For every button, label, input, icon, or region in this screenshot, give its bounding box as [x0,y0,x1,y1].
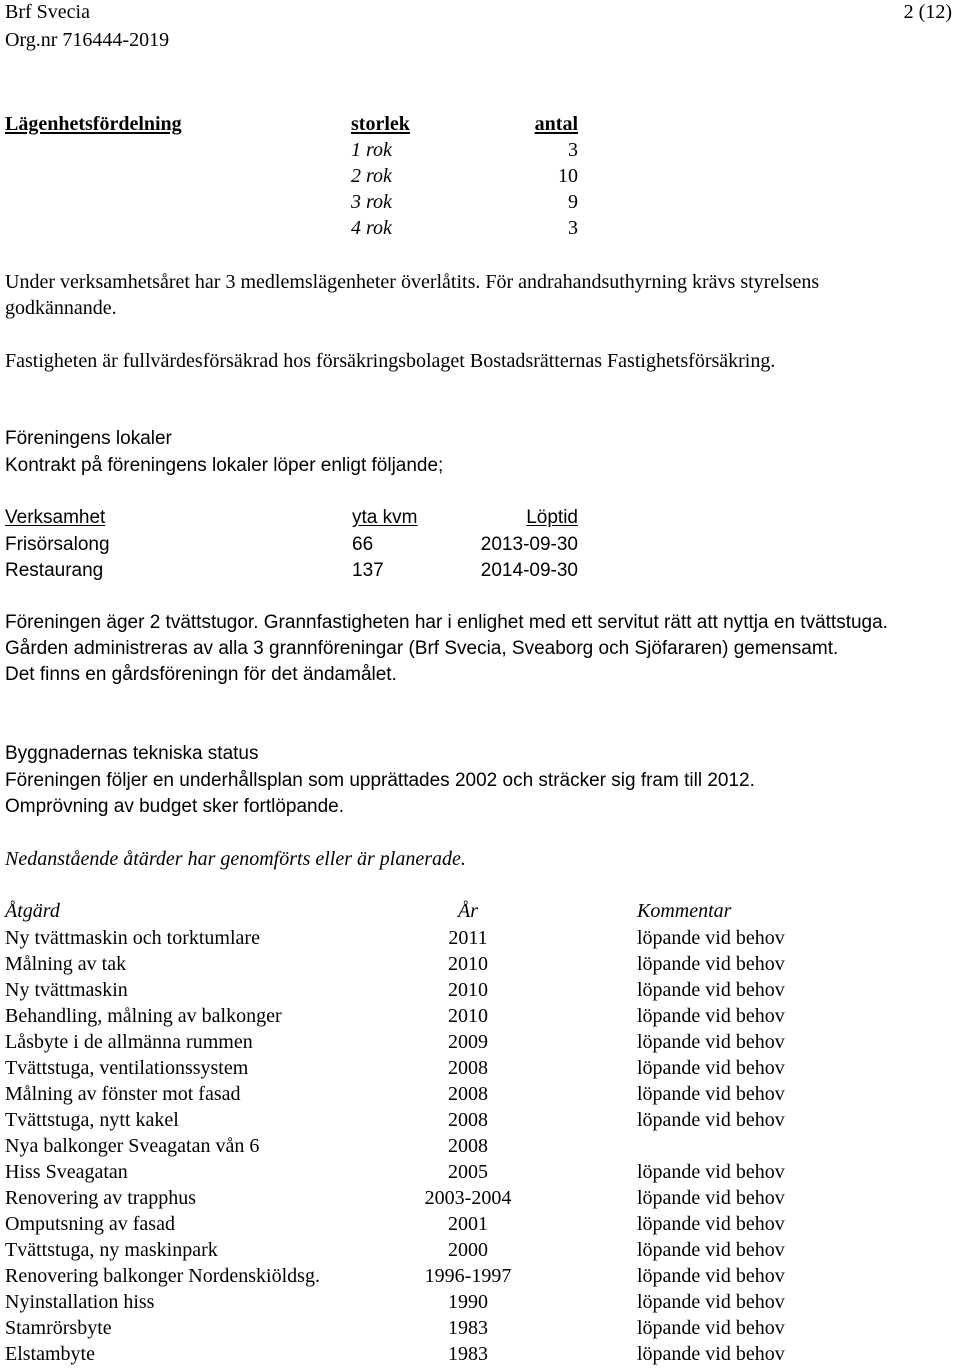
measure-name: Stamrörsbyte [5,1317,112,1339]
measure-comment: löpande vid behov [637,1317,785,1339]
measure-name: Behandling, målning av balkonger [5,1005,282,1027]
measure-name: Renovering balkonger Nordenskiöldsg. [5,1265,320,1287]
premises-area: 66 [352,534,374,555]
measure-comment: löpande vid behov [637,1239,785,1261]
measure-year: 2005 [448,1161,488,1183]
measure-year: 2010 [448,979,488,1001]
measure-year: 2008 [448,1109,488,1131]
measure-name: Nya balkonger Sveagatan vån 6 [5,1135,260,1157]
premises-term: 2013-09-30 [480,534,578,555]
premises-note-1: Föreningen äger 2 tvättstugor. Grannfastigheten har i enlighet med ett servitut rätt att nyttja en tvättstuga. [5,612,888,633]
measure-comment: löpande vid behov [637,1057,785,1079]
premises-heading: Föreningens lokaler [5,428,172,449]
measure-comment: löpande vid behov [637,1031,785,1053]
premises-intro: Kontrakt på föreningens lokaler löper enligt följande; [5,455,444,476]
measure-name: Elstambyte [5,1343,95,1365]
apartments-col-size: storlek [351,113,410,135]
apartment-count: 9 [568,191,578,213]
measure-name: Renovering av trapphus [5,1187,197,1209]
premises-business: Restaurang [5,560,104,581]
apartment-size: 3 rok [351,191,392,213]
measure-comment: löpande vid behov [637,953,785,975]
measure-year: 1983 [448,1317,488,1339]
measures-col-measure: Åtgärd [5,900,60,922]
measure-year: 2000 [448,1239,488,1261]
premises-col-area: yta kvm [352,507,418,528]
measure-year: 1983 [448,1343,488,1365]
measure-name: Målning av fönster mot fasad [5,1083,241,1105]
apartment-count: 3 [568,139,578,161]
premises-business: Frisörsalong [5,534,110,555]
premises-note-3: Det finns en gårdsföreningn för det ändamålet. [5,664,397,685]
measure-name: Nyinstallation hiss [5,1291,155,1313]
measure-name: Ny tvättmaskin [5,979,128,1001]
measure-year: 2001 [448,1213,488,1235]
measure-comment: löpande vid behov [637,979,785,1001]
measure-name: Låsbyte i de allmänna rummen [5,1031,253,1053]
technical-heading: Byggnadernas tekniska status [5,743,259,764]
premises-note-2: Gården administreras av alla 3 grannföreningar (Brf Svecia, Sveaborg och Sjöfararen) gemensamt. [5,638,839,659]
measures-col-comment: Kommentar [637,900,732,922]
measure-name: Ny tvättmaskin och torktumlare [5,927,260,949]
measure-year: 2003-2004 [424,1187,512,1209]
org-name: Brf Svecia [5,1,90,23]
premises-area: 137 [352,560,384,581]
measure-comment: löpande vid behov [637,1161,785,1183]
org-number: Org.nr 716444-2019 [5,29,170,51]
page-number: 2 (12) [903,1,952,23]
apartment-size: 4 rok [351,217,392,239]
apartments-col-count: antal [534,113,578,135]
apartment-size: 2 rok [351,165,392,187]
apartment-size: 1 rok [351,139,392,161]
premises-col-business: Verksamhet [5,507,106,528]
measure-year: 1990 [448,1291,488,1313]
technical-line-2: Omprövning av budget sker fortlöpande. [5,796,345,817]
measure-year: 2010 [448,953,488,975]
measure-comment: löpande vid behov [637,927,785,949]
measure-comment: löpande vid behov [637,1213,785,1235]
apartment-count: 10 [558,165,578,187]
measure-comment: löpande vid behov [637,1187,785,1209]
measure-year: 2008 [448,1083,488,1105]
measure-name: Tvättstuga, nytt kakel [5,1109,179,1131]
measure-year: 2008 [448,1135,488,1157]
measure-year: 2011 [448,927,488,949]
measures-col-year: År [458,900,478,922]
measure-comment: löpande vid behov [637,1291,785,1313]
technical-line-1: Föreningen följer en underhållsplan som upprättades 2002 och sträcker sig fram till 2012. [5,770,755,791]
transfers-line-2: godkännande. [5,297,117,319]
measure-name: Hiss Sveagatan [5,1161,128,1183]
measure-comment: löpande vid behov [637,1005,785,1027]
measure-comment: löpande vid behov [637,1265,785,1287]
measure-comment: löpande vid behov [637,1343,785,1365]
premises-col-term: Löptid [526,507,578,528]
measure-year: 2009 [448,1031,488,1053]
planned-note: Nedanstående åtärder har genomförts eller är planerade. [5,848,466,870]
measure-year: 1996-1997 [424,1265,512,1287]
transfers-line-1: Under verksamhetsåret har 3 medlemslägenheter överlåtits. För andrahandsuthyrning krävs styrelsens [5,271,820,293]
measure-year: 2008 [448,1057,488,1079]
measure-year: 2010 [448,1005,488,1027]
premises-term: 2014-09-30 [480,560,578,581]
apartments-heading: Lägenhetsfördelning [5,113,182,135]
measure-name: Omputsning av fasad [5,1213,175,1235]
measure-comment: löpande vid behov [637,1109,785,1131]
measure-name: Tvättstuga, ventilationssystem [5,1057,249,1079]
insurance-paragraph: Fastigheten är fullvärdesförsäkrad hos försäkringsbolaget Bostadsrätternas Fastighetsförsäkring. [5,350,776,372]
apartment-count: 3 [568,217,578,239]
measure-name: Målning av tak [5,953,127,975]
measure-name: Tvättstuga, ny maskinpark [5,1239,218,1261]
measure-comment: löpande vid behov [637,1083,785,1105]
